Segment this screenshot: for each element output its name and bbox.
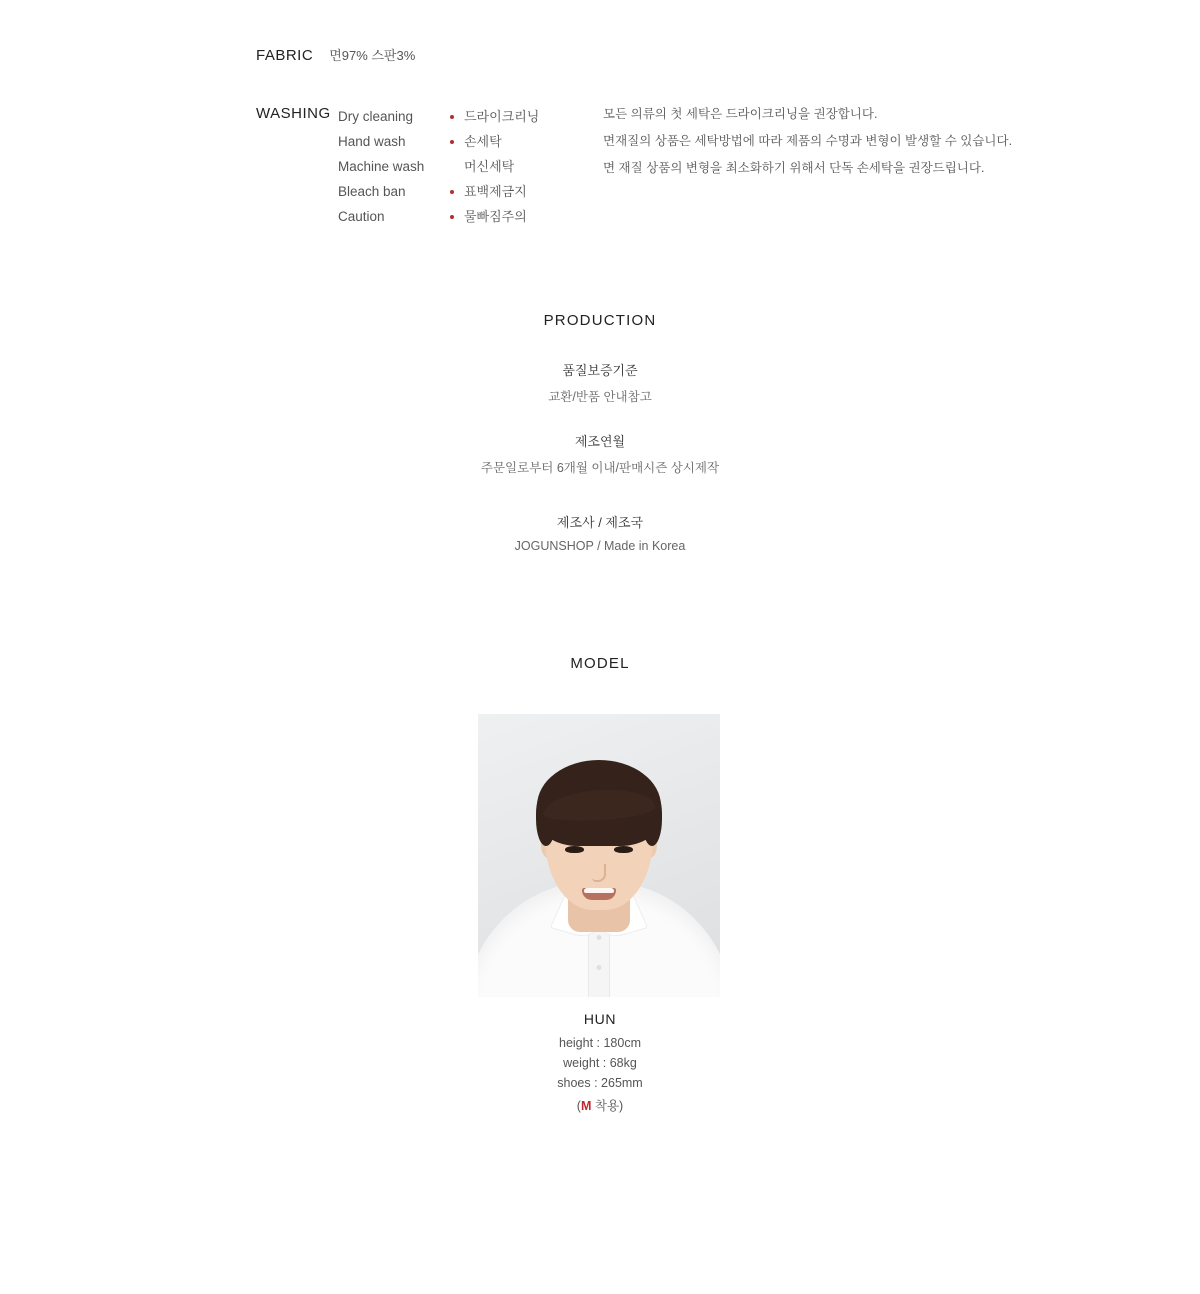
production-heading: PRODUCTION: [543, 312, 657, 329]
production-group-title: 품질보증기준: [562, 363, 638, 378]
model-spec-weight: weight : 68kg: [563, 1056, 637, 1070]
washing-note: 면 재질 상품의 변형을 최소화하기 위해서 단독 손세탁을 권장드립니다.: [603, 161, 985, 176]
washing-method-kr: [450, 104, 600, 129]
model-wear-size: [0, 1096, 1200, 1116]
wear-suffix: 착용): [591, 1099, 624, 1113]
fabric-section: [256, 45, 415, 64]
washing-method-kr-label: 손세탁: [464, 134, 502, 149]
washing-method-en: Hand wash: [338, 134, 406, 149]
washing-method-kr: [450, 129, 600, 154]
washing-method-kr-label: 표백제금지: [464, 184, 527, 199]
wear-size-value: M: [580, 1099, 592, 1113]
bullet-dot-icon: [450, 115, 454, 119]
washing-section: [256, 104, 600, 229]
washing-method-en: Machine wash: [338, 159, 425, 174]
fabric-label: FABRIC: [256, 47, 314, 64]
model-spec-shoes: shoes : 265mm: [557, 1076, 643, 1090]
washing-methods-en: [338, 104, 450, 229]
washing-notes: [603, 105, 1023, 186]
model-eye-right: [614, 846, 633, 853]
fabric-value: 면97% 스판3%: [329, 48, 416, 63]
washing-note: 면재질의 상품은 세탁방법에 따라 제품의 수명과 변형이 발생할 수 있습니다.: [603, 134, 1013, 149]
model-name: HUN: [583, 1011, 617, 1027]
bullet-dot-icon: [450, 140, 454, 144]
washing-note: 모든 의류의 첫 세탁은 드라이크리닝을 권장합니다.: [603, 107, 878, 121]
washing-method-kr-label: 머신세탁: [464, 159, 515, 174]
model-teeth: [584, 888, 614, 893]
production-group-title: 제조연월: [574, 434, 626, 449]
production-group: [0, 360, 1200, 405]
shirt-button-icon: [597, 935, 602, 940]
model-spec-height: height : 180cm: [559, 1036, 641, 1050]
bullet-dot-icon: [450, 190, 454, 194]
washing-method-en: Bleach ban: [338, 184, 406, 199]
model-heading: MODEL: [570, 655, 630, 672]
production-group-desc: JOGUNSHOP / Made in Korea: [514, 539, 686, 553]
washing-method-kr-label: 물빠짐주의: [464, 209, 527, 224]
washing-method-kr: [450, 204, 600, 229]
production-group-desc: 주문일로부터 6개월 이내/판매시즌 상시제작: [480, 461, 720, 475]
production-group: [0, 431, 1200, 476]
model-photo: [478, 714, 720, 997]
model-nose: [592, 864, 606, 882]
production-group-title: 제조사 / 제조국: [556, 515, 644, 530]
washing-method-en: Dry cleaning: [338, 109, 414, 124]
washing-method-en: Caution: [338, 209, 385, 224]
washing-method-kr: [450, 179, 600, 204]
washing-methods-kr: [450, 104, 600, 229]
washing-label: WASHING: [256, 105, 331, 122]
bullet-dot-icon: [450, 215, 454, 219]
production-group: [0, 512, 1200, 553]
washing-method-kr-label: 드라이크리닝: [464, 109, 540, 124]
production-group-desc: 교환/반품 안내참고: [548, 390, 652, 404]
wear-prefix: (: [576, 1099, 581, 1113]
model-specs: [0, 1033, 1200, 1116]
model-eye-left: [565, 846, 584, 853]
shirt-button-icon: [597, 965, 602, 970]
washing-method-kr: [450, 154, 600, 179]
